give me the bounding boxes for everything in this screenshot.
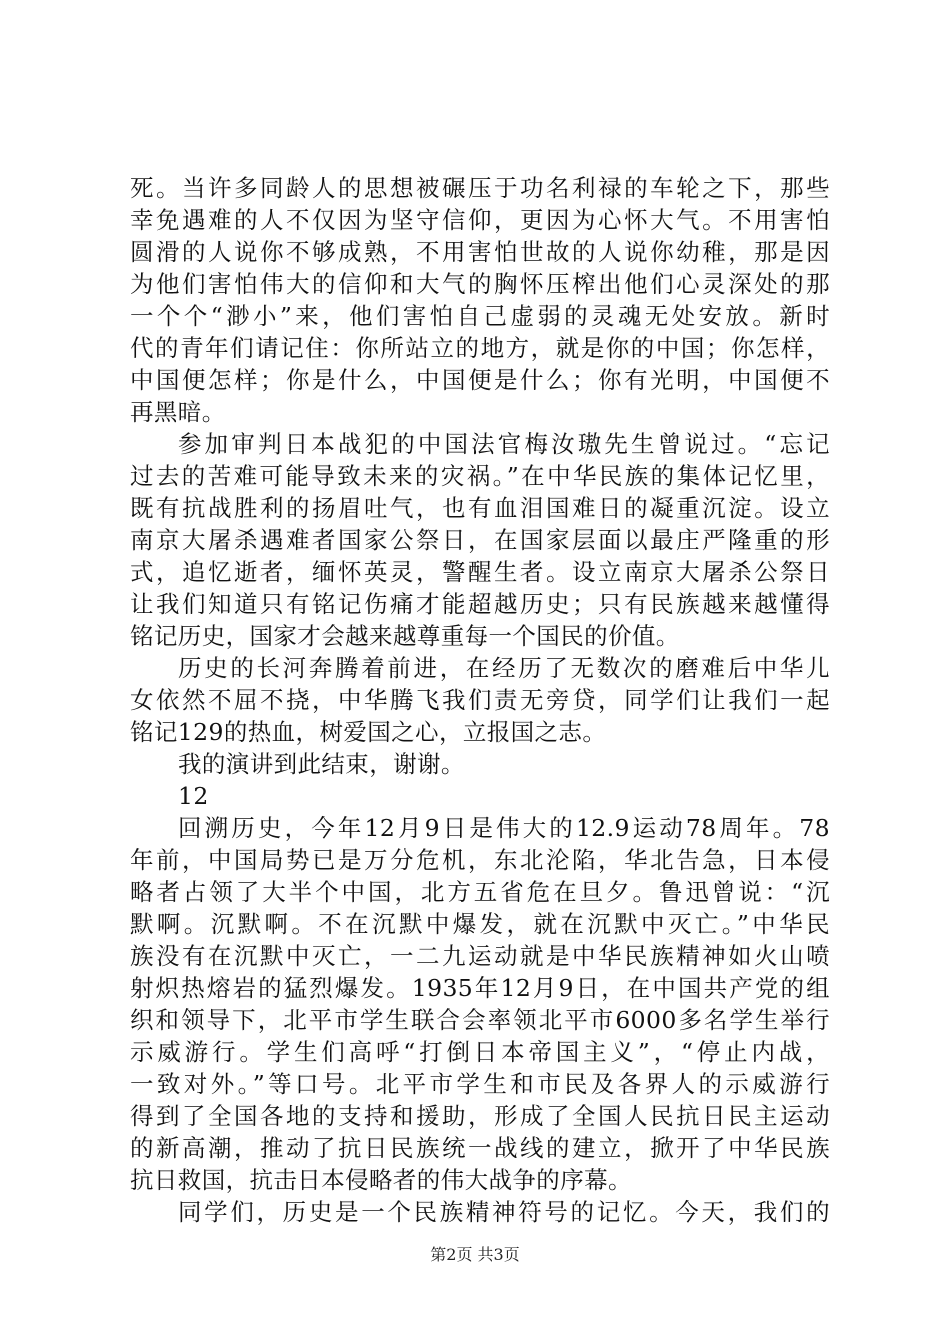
text-line: 示威游行。学生们高呼“打倒日本帝国主义”，“停止内战， (130, 1038, 830, 1066)
page-number-label: 第2页 共3页 (430, 1245, 520, 1264)
page-footer (0, 1243, 950, 1267)
text-line: 射炽热熔岩的猛烈爆发。1935年12月9日，在中国共产党的组 (130, 974, 830, 1002)
text-line: 铭记历史，国家才会越来越尊重每一个国民的价值。 (130, 622, 680, 650)
text-line: 代的青年们请记住：你所站立的地方，就是你的中国；你怎样， (130, 334, 830, 362)
paragraph-first-line: 回溯历史，今年12月9日是伟大的12.9运动78周年。78 (178, 814, 830, 842)
text-line: 为他们害怕伟大的信仰和大气的胸怀压榨出他们心灵深处的那 (130, 270, 830, 298)
text-line: 既有抗战胜利的扬眉吐气，也有血泪国难日的凝重沉淀。设立 (130, 494, 830, 522)
text-line: 族没有在沉默中灭亡，一二九运动就是中华民族精神如火山喷 (130, 942, 830, 970)
text-line: 一致对外。”等口号。北平市学生和市民及各界人的示威游行 (130, 1070, 830, 1098)
section-number: 12 (178, 782, 209, 810)
text-line: 铭记129的热血，树爱国之心，立报国之志。 (130, 718, 607, 746)
text-line: 的新高潮，推动了抗日民族统一战线的建立，掀开了中华民族 (130, 1134, 830, 1162)
text-line: 抗日救国，抗击日本侵略者的伟大战争的序幕。 (130, 1166, 632, 1194)
paragraph-first-line: 同学们，历史是一个民族精神符号的记忆。今天，我们的 (178, 1198, 830, 1226)
text-line: 一个个“渺小”来，他们害怕自己虚弱的灵魂无处安放。新时 (130, 302, 830, 330)
text-line: 织和领导下，北平市学生联合会率领北平市6000多名学生举行 (130, 1006, 830, 1034)
text-line: 再黑暗。 (130, 398, 226, 426)
text-line: 年前，中国局势已是万分危机，东北沦陷，华北告急，日本侵 (130, 846, 830, 874)
text-line: 过去的苦难可能导致未来的灾祸。”在中华民族的集体记忆里， (130, 462, 830, 490)
paragraph-first-line: 参加审判日本战犯的中国法官梅汝璈先生曾说过。“忘记 (178, 430, 830, 458)
paragraph-first-line: 历史的长河奔腾着前进，在经历了无数次的磨难后中华儿 (178, 654, 830, 682)
text-line: 死。当许多同龄人的思想被碾压于功名利禄的车轮之下，那些 (130, 174, 830, 202)
text-line: 让我们知道只有铭记伤痛才能超越历史；只有民族越来越懂得 (130, 590, 830, 618)
text-line: 得到了全国各地的支持和援助，形成了全国人民抗日民主运动 (130, 1102, 830, 1130)
text-line: 中国便怎样；你是什么，中国便是什么；你有光明，中国便不 (130, 366, 830, 394)
text-line: 式，追忆逝者，缅怀英灵，警醒生者。设立南京大屠杀公祭日 (130, 558, 830, 586)
text-line: 南京大屠杀遇难者国家公祭日，在国家层面以最庄严隆重的形 (130, 526, 830, 554)
text-line: 默啊。沉默啊。不在沉默中爆发，就在沉默中灭亡。”中华民 (130, 910, 830, 938)
text-line: 略者占领了大半个中国，北方五省危在旦夕。鲁迅曾说：“沉 (130, 878, 830, 906)
text-line: 幸免遇难的人不仅因为坚守信仰，更因为心怀大气。不用害怕 (130, 206, 830, 234)
speech-body (130, 172, 830, 1228)
text-line: 女依然不屈不挠，中华腾飞我们责无旁贷，同学们让我们一起 (130, 686, 830, 714)
text-line: 圆滑的人说你不够成熟，不用害怕世故的人说你幼稚，那是因 (130, 238, 830, 266)
paragraph-first-line: 我的演讲到此结束，谢谢。 (178, 750, 465, 778)
